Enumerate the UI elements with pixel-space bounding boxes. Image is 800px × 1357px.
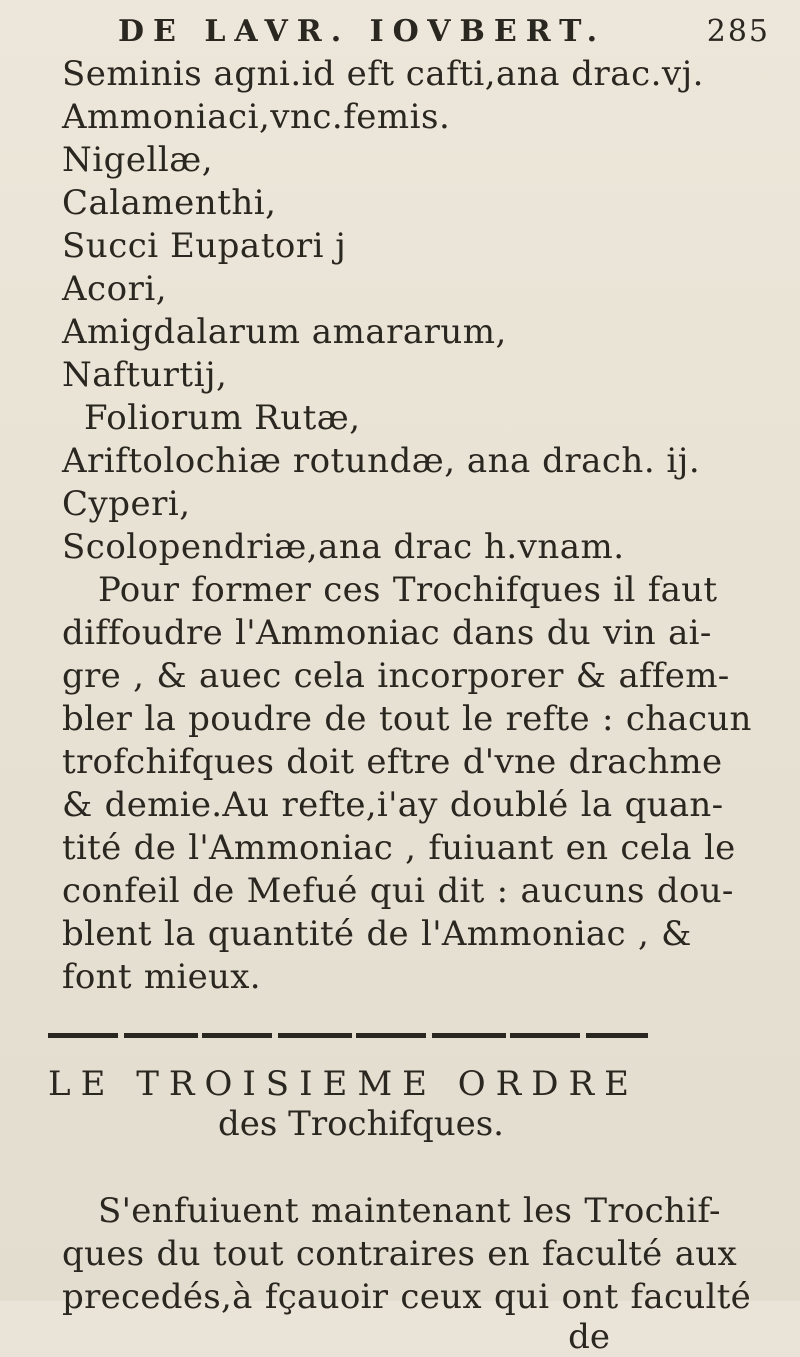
text-line: blent la quantité de l'Ammoniac , & bbox=[62, 914, 692, 954]
text-line: & demie.Au refte,i'ay doublé la quan- bbox=[62, 785, 724, 825]
ingredient-line: Nafturtij, bbox=[62, 355, 228, 395]
ingredient-list bbox=[62, 53, 770, 569]
text-line: tité de l'Ammoniac , fuiuant en cela le bbox=[62, 828, 736, 868]
text-line: trofchifques doit eftre d'vne drachme bbox=[62, 742, 723, 782]
ornamental-rule bbox=[48, 1033, 648, 1038]
running-title: DE LAVR. IOVBERT. bbox=[118, 14, 607, 49]
text-line: confeil de Mefué qui dit : aucuns dou- bbox=[62, 871, 734, 911]
ingredient-line: Acori, bbox=[62, 269, 167, 309]
section-paragraph bbox=[62, 1190, 770, 1319]
text-line: S'enfuiuent maintenant les Trochif- bbox=[98, 1191, 721, 1231]
running-head bbox=[62, 14, 770, 49]
ingredient-line: Ariftolochiæ rotundæ, ana drach. ij. bbox=[62, 441, 701, 481]
ingredient-line: Nigellæ, bbox=[62, 140, 214, 180]
text-line: ques du tout contraires en faculté aux bbox=[62, 1234, 737, 1274]
ingredient-line: Seminis agni.id eft cafti,ana drac.vj. bbox=[62, 54, 704, 94]
text-line: font mieux. bbox=[62, 957, 261, 997]
ingredient-line: Calamenthi, bbox=[62, 183, 277, 223]
section-title: LE TROISIEME ORDRE bbox=[48, 1064, 639, 1104]
text-line: diffoudre l'Ammoniac dans du vin ai- bbox=[62, 613, 712, 653]
preparation-paragraph bbox=[62, 569, 770, 999]
ingredient-line: Succi Eupatori j bbox=[62, 226, 347, 266]
text-line: precedés,à fçauoir ceux qui ont faculté bbox=[62, 1277, 752, 1317]
ingredient-line: Ammoniaci,vnc.femis. bbox=[62, 97, 451, 137]
text-line: Pour former ces Trochifques il faut bbox=[98, 570, 718, 610]
text-line: gre , & auec cela incorporer & affem- bbox=[62, 656, 730, 696]
ingredient-line: Amigdalarum amararum, bbox=[62, 312, 507, 352]
text-line: bler la poudre de tout le refte : chacun bbox=[62, 699, 752, 739]
catchword: de bbox=[568, 1317, 610, 1357]
ingredient-line: Scolopendriæ,ana drac h.vnam. bbox=[62, 527, 625, 567]
page-number: 285 bbox=[706, 14, 770, 49]
ingredient-line: Cyperi, bbox=[62, 484, 191, 524]
ingredient-line: Foliorum Rutæ, bbox=[84, 398, 361, 438]
section-subtitle: des Trochifques. bbox=[218, 1104, 504, 1144]
